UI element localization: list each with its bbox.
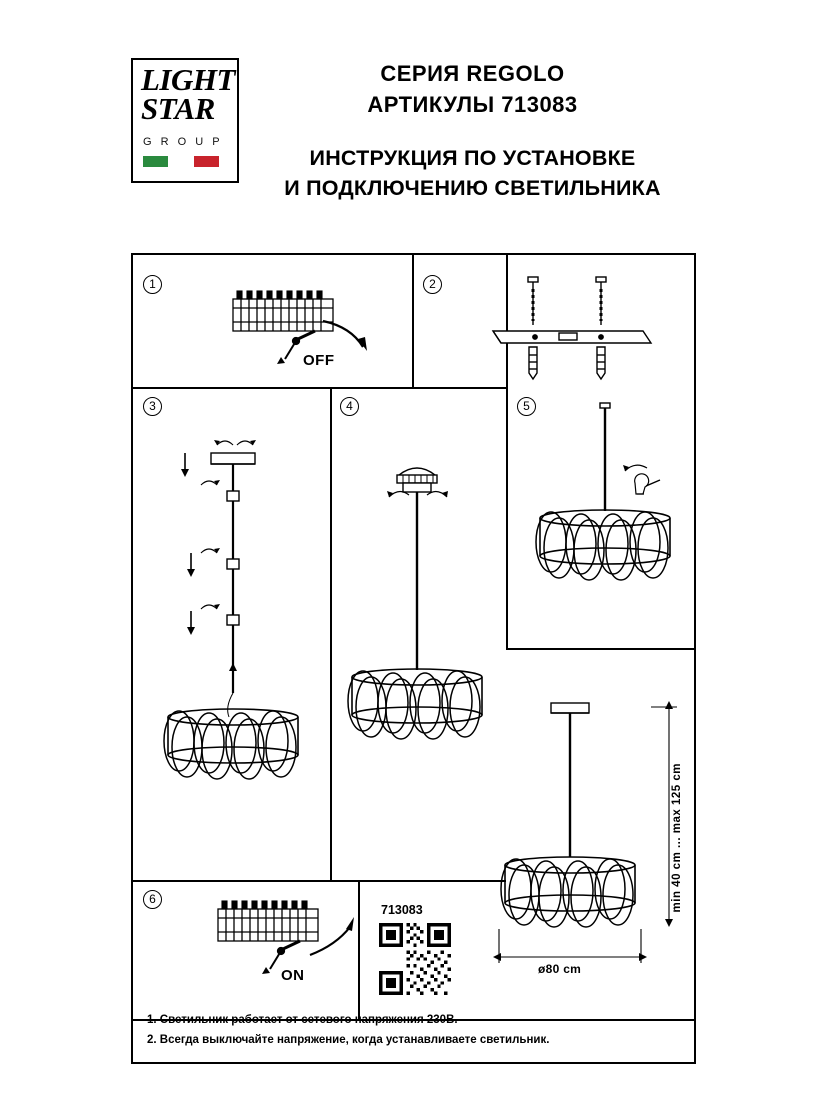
italian-flag-icon [143, 156, 219, 167]
step-6-caption: ON [281, 967, 305, 984]
note-2: 2. Всегда выключайте напряжение, когда устанавливаете светильник. [147, 1033, 550, 1046]
step-number-4: 4 [340, 397, 359, 416]
step-number-1: 1 [143, 275, 162, 294]
manual-title-line-2: И ПОДКЛЮЧЕНИЮ СВЕТИЛЬНИКА [284, 176, 661, 201]
series-line: СЕРИЯ REGOLO [380, 61, 565, 86]
instruction-grid [131, 253, 696, 1064]
step-5-illustration [507, 393, 694, 643]
step-3-illustration [133, 425, 330, 875]
step-number-6: 6 [143, 890, 162, 909]
diameter-dimension-label: ø80 cm [538, 962, 582, 976]
height-dimension-label: min 40 cm ... max 125 cm [671, 763, 683, 913]
logo-group-text: G R O U P [143, 136, 223, 148]
logo-wordmark [141, 62, 237, 126]
step-2-illustration [473, 269, 673, 381]
qr-code [379, 923, 451, 995]
divider-h3 [133, 880, 506, 882]
divider-v1 [412, 255, 414, 387]
divider-h2 [506, 648, 694, 650]
document-header [131, 58, 696, 201]
manual-title-line-1: ИНСТРУКЦИЯ ПО УСТАНОВКЕ [309, 146, 636, 171]
step-1-caption: OFF [303, 352, 335, 369]
footer-notes [147, 1010, 667, 1050]
step-number-3: 3 [143, 397, 162, 416]
brand-logo [131, 58, 239, 183]
step-number-2: 2 [423, 275, 442, 294]
article-line: АРТИКУЛЫ 713083 [367, 92, 578, 118]
manual-title [249, 144, 696, 203]
logo-line-2: STAR [141, 90, 215, 126]
header-text-block [249, 58, 696, 204]
divider-h1 [133, 387, 506, 389]
step-number-5: 5 [517, 397, 536, 416]
note-1: 1. Светильник работает от сетевого напряжения 230В. [147, 1013, 458, 1026]
article-code-label: 713083 [381, 903, 423, 917]
logo-line-1: LIGHT [141, 62, 235, 97]
